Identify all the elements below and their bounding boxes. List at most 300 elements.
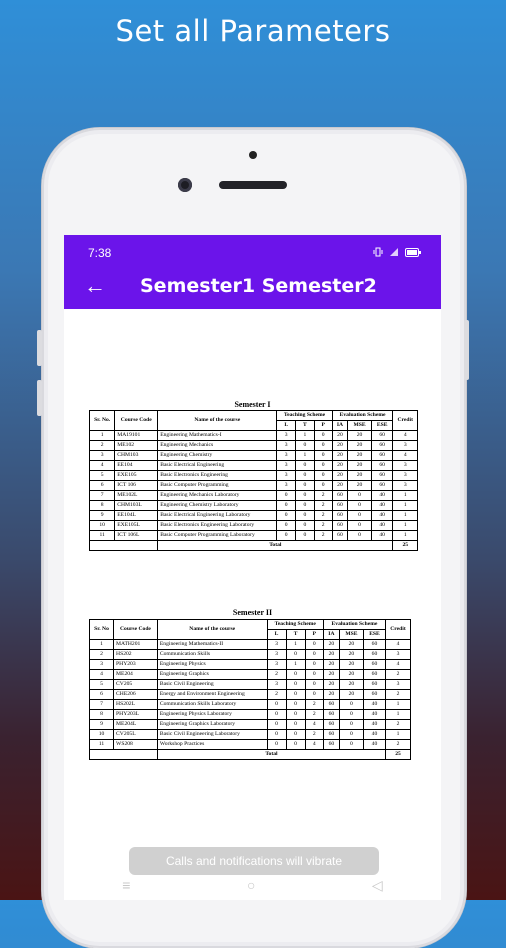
table-cell: Engineering Mechanics Laboratory — [158, 491, 277, 501]
table-cell: 0 — [277, 521, 296, 531]
table-row — [90, 720, 411, 730]
table-cell: 0 — [296, 491, 315, 501]
table-row — [90, 710, 411, 720]
table-cell: 20 — [339, 660, 363, 670]
table-cell: 8 — [90, 710, 114, 720]
table-cell: 20 — [332, 461, 348, 471]
table-cell: 60 — [363, 690, 385, 700]
table-cell: 2 — [314, 511, 332, 521]
table-cell: 6 — [90, 690, 114, 700]
table-cell: 2 — [385, 720, 410, 730]
table-cell: 3 — [90, 451, 115, 461]
table-cell: 4 — [305, 740, 323, 750]
table-cell: 4 — [90, 461, 115, 471]
table-cell: WS208 — [114, 740, 158, 750]
header-course-code: Course Code — [115, 411, 158, 431]
semester-2-title: Semester II — [232, 608, 273, 617]
table-cell: 60 — [363, 660, 385, 670]
table-cell: MA19101 — [115, 431, 158, 441]
table-cell: 0 — [339, 700, 363, 710]
table-cell: ICT 106L — [115, 531, 158, 541]
table-cell: 0 — [267, 700, 286, 710]
table-cell: 60 — [332, 521, 348, 531]
table-cell: 0 — [277, 491, 296, 501]
table-cell: 3 — [393, 481, 418, 491]
table-cell: 20 — [323, 680, 339, 690]
table-row — [90, 660, 411, 670]
table-cell: EXE105 — [115, 471, 158, 481]
table-cell: 0 — [296, 461, 315, 471]
table-cell: 0 — [286, 650, 305, 660]
table-cell: 1 — [385, 730, 410, 740]
table-cell: 3 — [277, 471, 296, 481]
table-cell: Basic Electronics Engineering — [158, 471, 277, 481]
total-row — [90, 541, 418, 551]
table-cell: 0 — [286, 740, 305, 750]
total-label: Total — [157, 750, 385, 760]
table-cell: 60 — [323, 710, 339, 720]
header-t: T — [286, 630, 305, 640]
table-cell: 0 — [277, 511, 296, 521]
back-arrow-icon[interactable]: ← — [84, 273, 106, 298]
table-cell — [90, 541, 158, 551]
table-cell: 1 — [296, 451, 315, 461]
table-cell: 3 — [385, 680, 410, 690]
table-cell: 2 — [314, 491, 332, 501]
table-cell: 20 — [332, 431, 348, 441]
table-cell: 9 — [90, 720, 114, 730]
header-l: L — [267, 630, 286, 640]
table-cell: 60 — [371, 471, 393, 481]
table-cell: 0 — [348, 511, 372, 521]
phone-volume-button — [37, 330, 42, 366]
table-cell: 0 — [339, 720, 363, 730]
table-cell: 20 — [339, 670, 363, 680]
proximity-sensor — [249, 151, 257, 159]
toast-message: Calls and notifications will vibrate — [129, 847, 379, 875]
table-cell: Basic Electronics Engineering Laboratory — [158, 521, 277, 531]
header-course-name: Name of the course — [158, 411, 277, 431]
status-icons — [373, 247, 421, 257]
table-cell: 60 — [323, 720, 339, 730]
table-row — [90, 640, 411, 650]
table-cell: 0 — [296, 471, 315, 481]
table-cell: 0 — [314, 431, 332, 441]
table-cell: 20 — [339, 650, 363, 660]
table-row — [90, 481, 418, 491]
table-cell: 4 — [305, 720, 323, 730]
table-cell: 1 — [393, 511, 418, 521]
table-cell: 40 — [371, 491, 393, 501]
table-cell: ME204 — [114, 670, 158, 680]
header-sr: Sr. No — [90, 620, 114, 640]
table-cell: 60 — [371, 441, 393, 451]
battery-icon — [405, 248, 421, 257]
table-cell: 20 — [323, 650, 339, 660]
table-cell: 20 — [339, 640, 363, 650]
table-cell: 60 — [371, 461, 393, 471]
table-cell: 0 — [314, 441, 332, 451]
table-row — [90, 700, 411, 710]
table-cell: 0 — [348, 491, 372, 501]
table-cell: Basic Computer Programming — [158, 481, 277, 491]
table-row — [90, 650, 411, 660]
table-cell: 3 — [267, 650, 286, 660]
table-cell: 2 — [305, 710, 323, 720]
total-label: Total — [158, 541, 393, 551]
table-cell: 1 — [286, 660, 305, 670]
table-cell: 20 — [323, 660, 339, 670]
table-cell: 60 — [371, 431, 393, 441]
table-cell: 4 — [385, 660, 410, 670]
table-row — [90, 441, 418, 451]
table-cell: 40 — [371, 521, 393, 531]
table-cell: 9 — [90, 511, 115, 521]
semester-2-table — [89, 619, 411, 760]
header-evaluation-scheme: Evaluation Scheme — [332, 411, 393, 421]
table-cell: EE104 — [115, 461, 158, 471]
table-cell: 5 — [90, 680, 114, 690]
header-teaching-scheme: Teaching Scheme — [267, 620, 323, 630]
header-t: T — [296, 421, 315, 431]
table-cell: 20 — [348, 431, 372, 441]
table-cell: 1 — [393, 521, 418, 531]
table-row — [90, 431, 418, 441]
table-cell: 0 — [314, 461, 332, 471]
table-row — [90, 471, 418, 481]
front-camera — [178, 178, 192, 192]
header-teaching-scheme: Teaching Scheme — [277, 411, 332, 421]
semester-1-title: Semester I — [234, 400, 271, 409]
table-cell: Engineering Mechanics — [158, 441, 277, 451]
table-cell: HS202L — [114, 700, 158, 710]
table-cell: Engineering Physics Laboratory — [157, 710, 267, 720]
table-cell: 0 — [348, 531, 372, 541]
table-cell: 0 — [296, 481, 315, 491]
recent-apps-icon[interactable]: ≡ — [122, 877, 131, 893]
table-cell: 0 — [296, 511, 315, 521]
header-ia: IA — [332, 421, 348, 431]
table-cell: Engineering Mathematics-II — [157, 640, 267, 650]
table-cell: Engineering Mathematics-I — [158, 431, 277, 441]
table-cell: 20 — [323, 690, 339, 700]
table-cell: 3 — [277, 481, 296, 491]
table-cell: CV205 — [114, 680, 158, 690]
table-cell: 2 — [385, 670, 410, 680]
table-row — [90, 511, 418, 521]
table-cell: 40 — [363, 740, 385, 750]
table-cell: 3 — [277, 431, 296, 441]
table-row — [90, 461, 418, 471]
table-cell: 60 — [332, 491, 348, 501]
table-cell: 5 — [90, 471, 115, 481]
table-cell: Communication Skills — [157, 650, 267, 660]
phone-screen — [64, 235, 441, 900]
table-cell: Engineering Chemistry — [158, 451, 277, 461]
table-cell: 1 — [286, 640, 305, 650]
table-cell: 20 — [323, 640, 339, 650]
table-cell: 40 — [363, 700, 385, 710]
table-cell: 0 — [286, 720, 305, 730]
table-cell: 4 — [385, 640, 410, 650]
table-cell: 40 — [371, 531, 393, 541]
table-row — [90, 491, 418, 501]
table-cell: 20 — [332, 451, 348, 461]
table-cell: 1 — [385, 710, 410, 720]
table-cell: 7 — [90, 491, 115, 501]
table-cell: 20 — [332, 471, 348, 481]
table-cell: 2 — [90, 650, 114, 660]
table-cell: 3 — [393, 461, 418, 471]
header-evaluation-scheme: Evaluation Scheme — [323, 620, 385, 630]
table-cell: 1 — [393, 531, 418, 541]
table-row — [90, 670, 411, 680]
table-cell: 60 — [332, 511, 348, 521]
app-bar-title: Semester1 Semester2 — [140, 275, 377, 297]
table-cell: HS202 — [114, 650, 158, 660]
table-row — [90, 501, 418, 511]
phone-power-button — [464, 320, 469, 380]
headline: Set all Parameters — [115, 14, 391, 48]
table-cell: Basic Electrical Engineering — [158, 461, 277, 471]
header-course-code: Course Code — [114, 620, 158, 640]
table-cell: 60 — [363, 680, 385, 690]
system-navigation-bar — [64, 870, 441, 900]
table-cell: 60 — [323, 730, 339, 740]
table-cell: PHY203L — [114, 710, 158, 720]
table-cell: 0 — [286, 680, 305, 690]
table-cell: 20 — [348, 451, 372, 461]
earpiece-speaker — [219, 181, 287, 189]
table-cell: 40 — [371, 501, 393, 511]
table-cell: 1 — [90, 431, 115, 441]
table-cell: ME102 — [115, 441, 158, 451]
table-cell: 2 — [305, 730, 323, 740]
table-cell: 3 — [267, 640, 286, 650]
status-time: 7:38 — [88, 246, 112, 260]
table-cell: MATH201 — [114, 640, 158, 650]
table-cell: 3 — [267, 680, 286, 690]
table-cell: EXE105L — [115, 521, 158, 531]
header-credit: Credit — [385, 620, 410, 640]
table-cell: 0 — [305, 680, 323, 690]
table-cell: 1 — [393, 491, 418, 501]
table-cell: 20 — [332, 481, 348, 491]
table-cell: 0 — [305, 640, 323, 650]
table-cell: 20 — [339, 690, 363, 700]
table-cell: 3 — [393, 471, 418, 481]
header-p: P — [305, 630, 323, 640]
table-cell: Energy and Environment Engineering — [157, 690, 267, 700]
table-cell: ME102L — [115, 491, 158, 501]
table-cell: 0 — [314, 451, 332, 461]
vibrate-icon — [373, 247, 383, 257]
home-icon[interactable]: ○ — [246, 877, 256, 893]
table-cell: 11 — [90, 740, 114, 750]
table-cell: 60 — [371, 481, 393, 491]
table-cell: 10 — [90, 730, 114, 740]
header-course-name: Name of the course — [157, 620, 267, 640]
total-credit: 25 — [385, 750, 410, 760]
header-l: L — [277, 421, 296, 431]
table-cell: 8 — [90, 501, 115, 511]
table-cell: 11 — [90, 531, 115, 541]
table-cell: 3 — [393, 441, 418, 451]
table-cell: 0 — [286, 700, 305, 710]
header-ese: ESE — [363, 630, 385, 640]
table-cell: 4 — [393, 451, 418, 461]
table-cell: 0 — [267, 730, 286, 740]
table-cell: 6 — [90, 481, 115, 491]
table-cell: 2 — [90, 441, 115, 451]
table-cell: Workshop Practices — [157, 740, 267, 750]
table-cell: 10 — [90, 521, 115, 531]
table-cell: 0 — [339, 740, 363, 750]
table-row — [90, 521, 418, 531]
table-cell: 0 — [267, 740, 286, 750]
table-cell: 0 — [305, 660, 323, 670]
table-row — [90, 451, 418, 461]
table-row — [90, 680, 411, 690]
table-cell: 7 — [90, 700, 114, 710]
table-cell: 3 — [267, 660, 286, 670]
table-cell: 0 — [296, 441, 315, 451]
table-cell: 4 — [90, 670, 114, 680]
status-bar — [64, 235, 441, 271]
header-p: P — [314, 421, 332, 431]
table-cell: 3 — [277, 461, 296, 471]
table-cell: 0 — [348, 521, 372, 531]
table-cell: 2 — [314, 521, 332, 531]
app-bar — [64, 271, 441, 309]
table-cell: 2 — [305, 700, 323, 710]
table-cell: 0 — [339, 710, 363, 720]
table-cell: 0 — [305, 650, 323, 660]
table-cell: 20 — [348, 481, 372, 491]
header-mse: MSE — [339, 630, 363, 640]
table-cell: 1 — [393, 501, 418, 511]
table-row — [90, 531, 418, 541]
table-cell: 60 — [323, 740, 339, 750]
signal-icon — [389, 247, 399, 257]
table-cell: 3 — [90, 660, 114, 670]
table-cell: CHM103 — [115, 451, 158, 461]
table-cell: 60 — [363, 650, 385, 660]
table-cell: 40 — [363, 730, 385, 740]
pdf-document-view[interactable] — [64, 309, 441, 900]
table-cell: 40 — [363, 710, 385, 720]
table-cell: ICT 106 — [115, 481, 158, 491]
back-nav-icon[interactable]: ◁ — [371, 876, 383, 893]
total-credit: 25 — [393, 541, 418, 551]
header-ia: IA — [323, 630, 339, 640]
table-cell: 2 — [314, 501, 332, 511]
table-cell: Basic Computer Programming Laboratory — [158, 531, 277, 541]
table-cell: 60 — [363, 640, 385, 650]
table-cell: 2 — [385, 740, 410, 750]
table-cell: 0 — [305, 670, 323, 680]
table-cell: 20 — [339, 680, 363, 690]
table-cell: 0 — [267, 720, 286, 730]
semester-1-table — [89, 410, 418, 551]
table-cell: ME204L — [114, 720, 158, 730]
table-cell: EE104L — [115, 511, 158, 521]
table-cell: 1 — [385, 700, 410, 710]
table-cell: Engineering Graphics — [157, 670, 267, 680]
table-cell: 20 — [348, 461, 372, 471]
table-cell: 40 — [371, 511, 393, 521]
table-cell: 4 — [393, 431, 418, 441]
table-cell: 2 — [267, 690, 286, 700]
table-cell: 0 — [267, 710, 286, 720]
table-cell: Basic Civil Engineering — [157, 680, 267, 690]
table-cell: CV205L — [114, 730, 158, 740]
table-cell: 0 — [314, 471, 332, 481]
table-cell: 0 — [286, 730, 305, 740]
header-credit: Credit — [393, 411, 418, 431]
table-cell: 0 — [296, 531, 315, 541]
table-cell: 2 — [267, 670, 286, 680]
table-cell: 0 — [296, 501, 315, 511]
table-cell: 2 — [385, 690, 410, 700]
total-row — [90, 750, 411, 760]
table-cell: 3 — [277, 441, 296, 451]
table-cell: 0 — [339, 730, 363, 740]
table-cell: 0 — [305, 690, 323, 700]
table-cell: 3 — [277, 451, 296, 461]
table-cell: Engineering Physics — [157, 660, 267, 670]
table-cell: 60 — [371, 451, 393, 461]
table-cell: 0 — [296, 521, 315, 531]
table-cell: 3 — [385, 650, 410, 660]
table-cell: PHY203 — [114, 660, 158, 670]
table-cell: 2 — [314, 531, 332, 541]
table-cell: 40 — [363, 720, 385, 730]
header-mse: MSE — [348, 421, 372, 431]
table-row — [90, 690, 411, 700]
table-cell: 0 — [286, 710, 305, 720]
table-cell: 0 — [314, 481, 332, 491]
table-cell: 1 — [296, 431, 315, 441]
table-row — [90, 740, 411, 750]
table-cell: 20 — [348, 471, 372, 481]
table-cell: 0 — [277, 501, 296, 511]
table-cell: 20 — [323, 670, 339, 680]
table-cell: 20 — [348, 441, 372, 451]
table-cell: 0 — [286, 670, 305, 680]
table-cell: 20 — [332, 441, 348, 451]
table-cell: 1 — [90, 640, 114, 650]
table-cell: 60 — [332, 501, 348, 511]
table-cell: 0 — [277, 531, 296, 541]
header-ese: ESE — [371, 421, 393, 431]
table-cell: Basic Civil Engineering Laboratory — [157, 730, 267, 740]
table-cell: 60 — [323, 700, 339, 710]
table-cell: 0 — [286, 690, 305, 700]
table-cell — [90, 750, 158, 760]
table-cell: Basic Electrical Engineering Laboratory — [158, 511, 277, 521]
table-row — [90, 730, 411, 740]
table-cell: Engineering Graphics Laboratory — [157, 720, 267, 730]
table-cell: Engineering Chemistry Laboratory — [158, 501, 277, 511]
table-cell: 60 — [363, 670, 385, 680]
table-cell: CHM103L — [115, 501, 158, 511]
table-cell: 0 — [348, 501, 372, 511]
header-sr: Sr. No. — [90, 411, 115, 431]
table-cell: CHE206 — [114, 690, 158, 700]
table-cell: Communication Skills Laboratory — [157, 700, 267, 710]
table-cell: 60 — [332, 531, 348, 541]
